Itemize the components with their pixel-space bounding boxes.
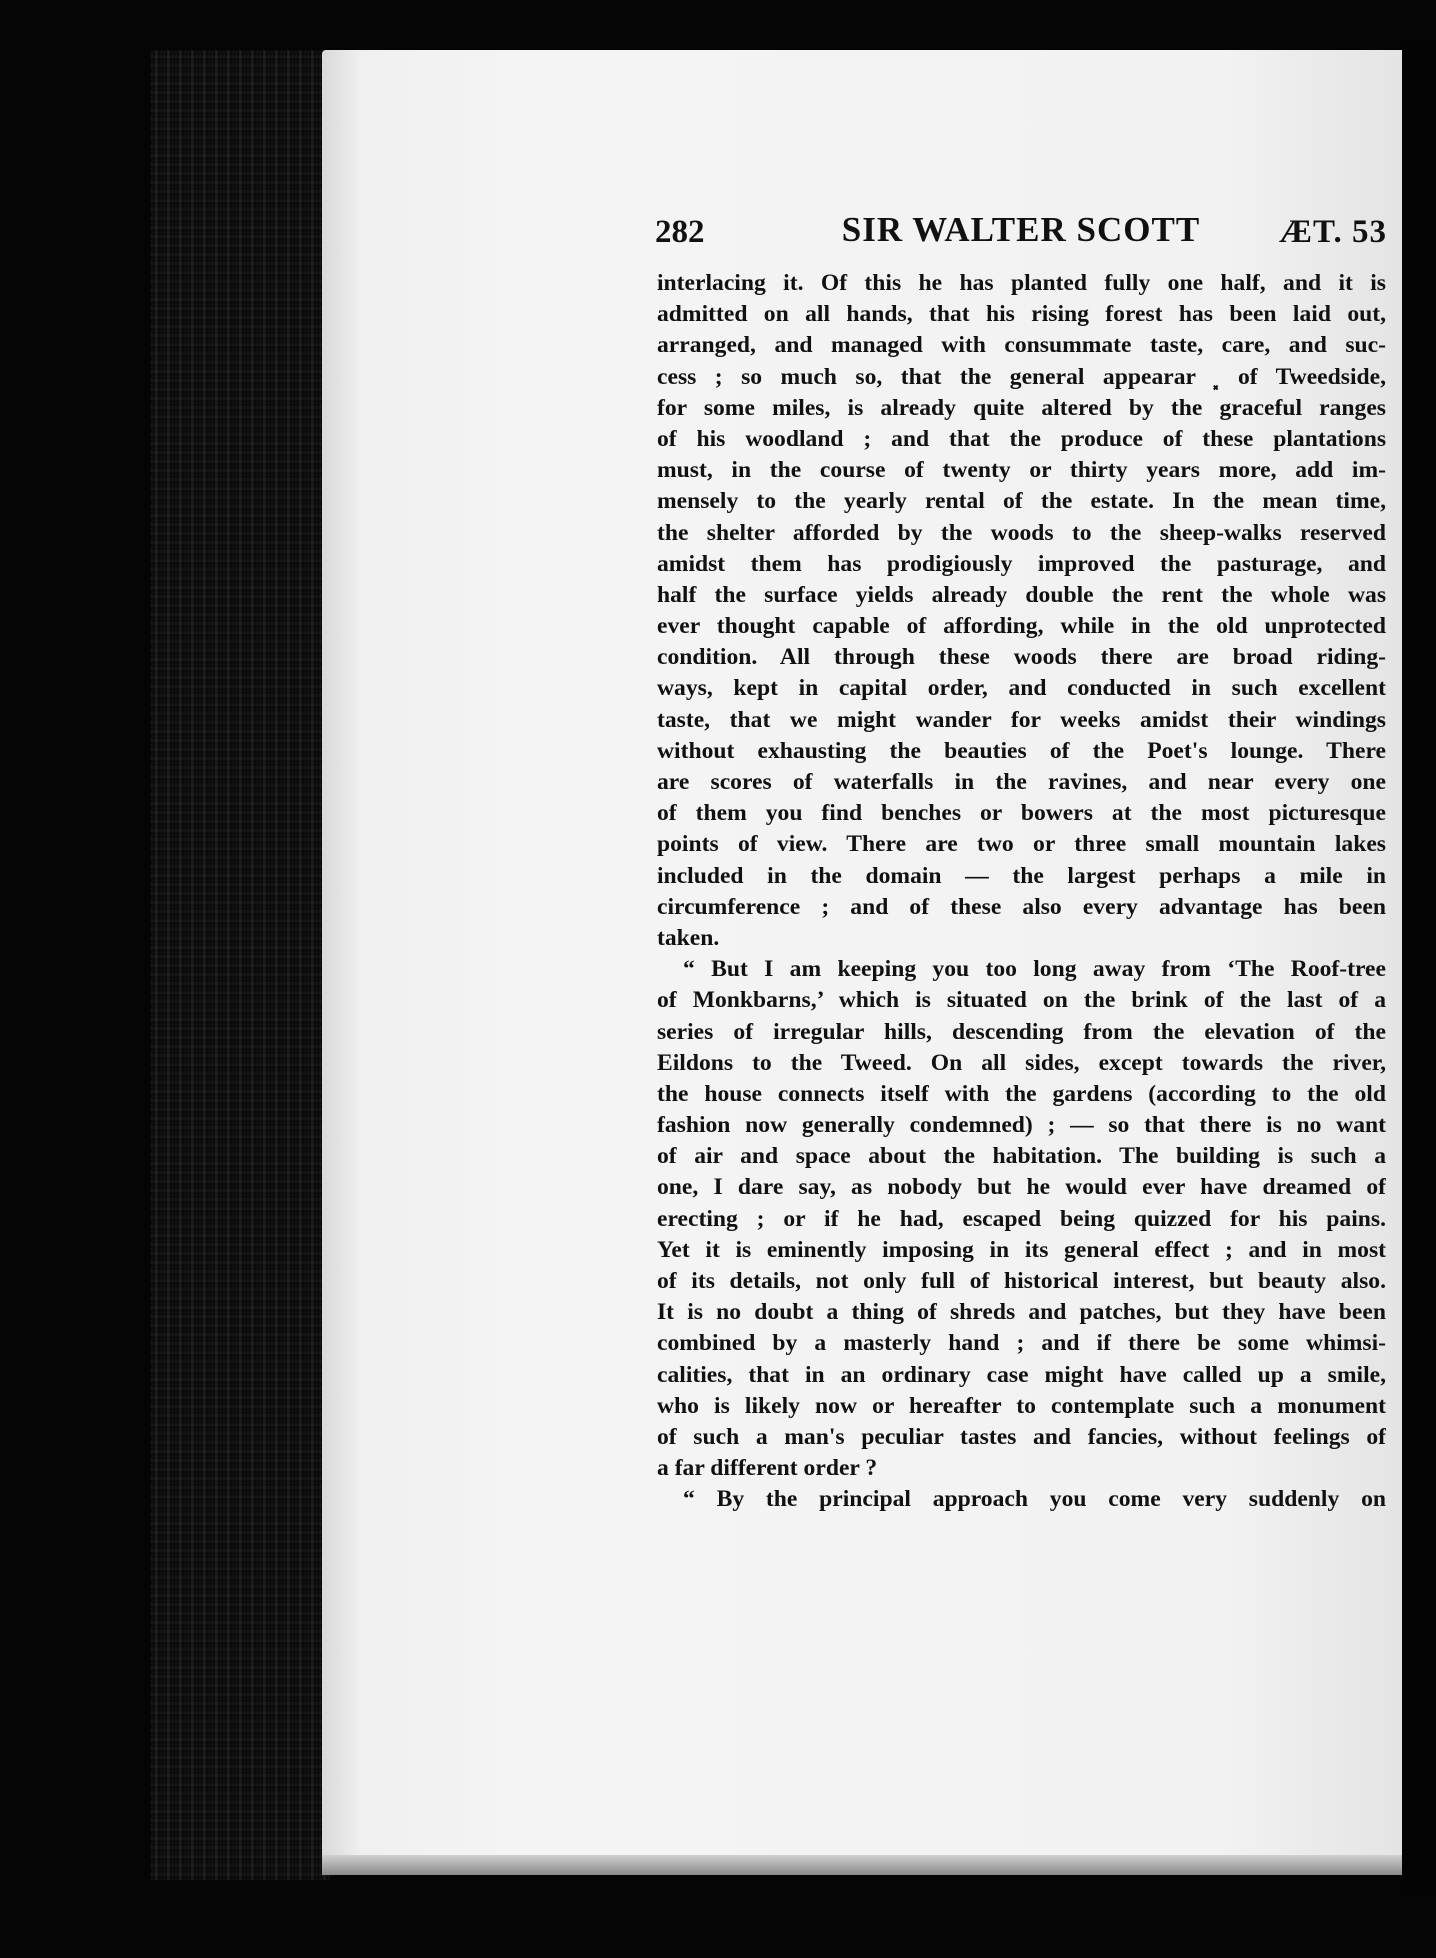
running-title: SIR WALTER SCOTT xyxy=(841,210,1201,249)
text-line: of Monkbarns,’ which is situated on the brink of the last of a xyxy=(657,987,1386,1014)
text-line: series of irregular hills, descending from the elevation of the xyxy=(657,1018,1386,1045)
text-line: erecting ; or if he had, escaped being quizzed for his pains. xyxy=(657,1205,1386,1232)
text-line: taken. xyxy=(657,924,720,951)
running-age: ÆT. 53 xyxy=(1278,214,1387,250)
text-line: of his woodland ; and that the produce of these plantations xyxy=(657,425,1386,452)
text-line: are scores of waterfalls in the ravines, and near every one xyxy=(657,769,1386,795)
page-number: 282 xyxy=(655,214,705,250)
body-text xyxy=(657,268,1386,1516)
text-line: of such a man's peculiar tastes and fancies, without feelings of xyxy=(657,1423,1386,1450)
running-head xyxy=(655,210,1387,254)
text-line: points of view. There are two or three small mountain lakes xyxy=(657,831,1386,858)
scan-right-border xyxy=(1402,40,1436,1890)
text-line: the house connects itself with the gardens (according to the old xyxy=(657,1080,1386,1107)
text-line: calities, that in an ordinary case might have called up a smile, xyxy=(657,1361,1386,1388)
text-line: included in the domain — the largest perhaps a mile in xyxy=(657,862,1386,889)
text-line: ways, kept in capital order, and conducted in such excellent xyxy=(657,675,1386,702)
text-line: must, in the course of twenty or thirty years more, add im- xyxy=(657,457,1386,484)
text-line: “ By the principal approach you come very suddenly on xyxy=(683,1486,1386,1513)
page-bottom-edge xyxy=(322,1855,1402,1875)
text-line: the shelter afforded by the woods to the sheep-walks reserved xyxy=(657,519,1386,546)
text-line: a far different order ? xyxy=(657,1455,878,1482)
text-line: admitted on all hands, that his rising forest has been laid out, xyxy=(657,301,1386,328)
text-line: “ But I am keeping you too long away from ‘The Roof-tree xyxy=(683,956,1386,983)
text-line: interlacing it. Of this he has planted fully one half, and it is xyxy=(657,270,1386,296)
text-line: for some miles, is already quite altered by the graceful ranges xyxy=(657,394,1386,421)
text-line: of them you find benches or bowers at the most picturesque xyxy=(657,800,1386,827)
book-page-edges xyxy=(150,50,330,1880)
text-line: circumference ; and of these also every advantage has been xyxy=(657,893,1386,920)
text-line: without exhausting the beauties of the Poet's lounge. There xyxy=(657,737,1386,764)
text-line: who is likely now or hereafter to contemplate such a monument xyxy=(657,1392,1386,1419)
text-line: mensely to the yearly rental of the estate. In the mean time, xyxy=(657,488,1386,515)
text-line: It is no doubt a thing of shreds and patches, but they have been xyxy=(657,1299,1386,1326)
text-line: Yet it is eminently imposing in its general effect ; and in most xyxy=(657,1236,1386,1263)
text-line: of its details, not only full of historical interest, but beauty also. xyxy=(657,1268,1386,1294)
text-line: one, I dare say, as nobody but he would ever have dreamed of xyxy=(657,1174,1386,1201)
text-line: ever thought capable of affording, while in the old unprotected xyxy=(657,613,1386,640)
text-line: taste, that we might wander for weeks amidst their windings xyxy=(657,706,1386,733)
text-line: arranged, and managed with consummate taste, care, and suc- xyxy=(657,332,1386,359)
text-line: combined by a masterly hand ; and if there be some whimsi- xyxy=(657,1330,1386,1357)
text-line: cess ; so much so, that the general appearar ⸼ of Tweedside, xyxy=(657,363,1386,390)
text-line: fashion now generally condemned) ; — so that there is no want xyxy=(657,1112,1386,1139)
text-line: condition. All through these woods there are broad riding- xyxy=(657,644,1386,671)
text-line: half the surface yields already double the rent the whole was xyxy=(657,581,1386,608)
text-line: amidst them has prodigiously improved the pasturage, and xyxy=(657,550,1386,577)
text-line: of air and space about the habitation. The building is such a xyxy=(657,1143,1386,1170)
text-line: Eildons to the Tweed. On all sides, except towards the river, xyxy=(657,1049,1386,1076)
